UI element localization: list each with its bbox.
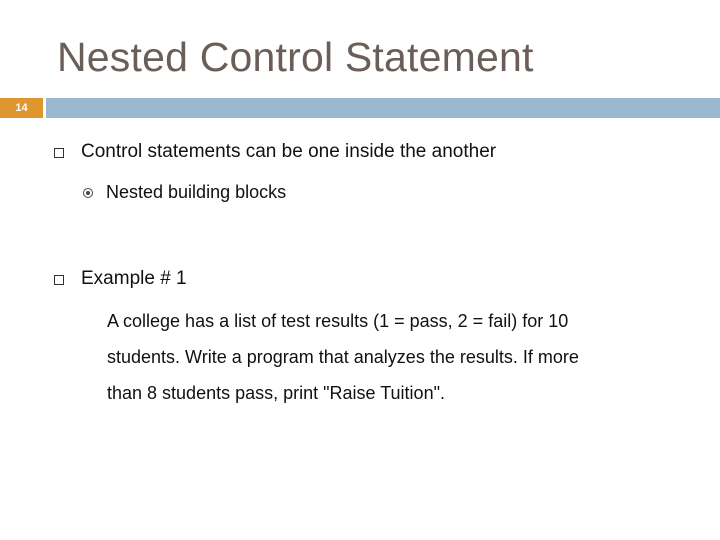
example-line-2: students. Write a program that analyzes the results. If more — [107, 347, 579, 367]
square-bullet-icon — [54, 148, 64, 158]
slide-number: 14 — [15, 102, 28, 114]
sub-bullet-text-nested-blocks: Nested building blocks — [106, 182, 287, 202]
bullet-text-control-statements: Control statements can be one inside the another — [81, 141, 497, 162]
example-line-1: A college has a list of test results (1 = pass, 2 = fail) for 10 — [107, 311, 569, 331]
title-rule-bar — [46, 98, 720, 118]
circled-dot-bullet-icon — [83, 188, 93, 198]
bullet-text-example: Example # 1 — [81, 268, 187, 289]
slide-title: Nested Control Statement — [57, 34, 534, 80]
example-line-3: than 8 students pass, print "Raise Tuition". — [107, 383, 445, 403]
slide-number-badge — [0, 98, 43, 118]
square-bullet-icon — [54, 275, 64, 285]
